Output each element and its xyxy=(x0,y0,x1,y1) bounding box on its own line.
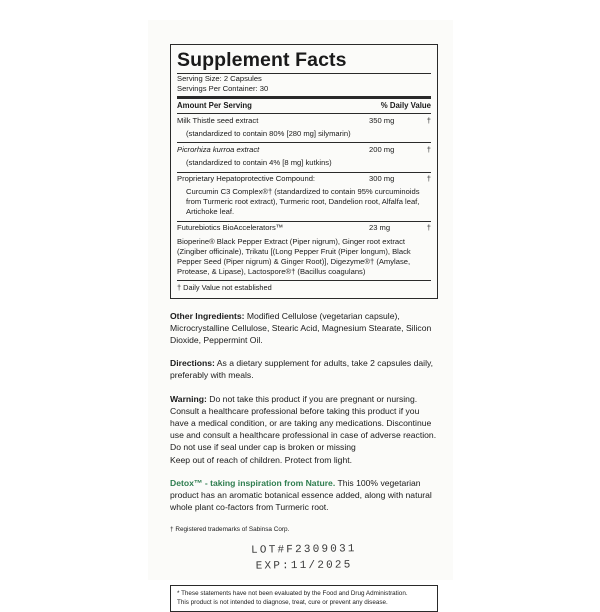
fda-disclaimer-line-2: This product is not intended to diagnose, treat, cure or prevent any disease. xyxy=(177,598,388,606)
daily-value-header: % Daily Value xyxy=(380,100,431,110)
detox-block xyxy=(170,477,438,514)
table-row xyxy=(177,173,431,186)
warning-block xyxy=(170,393,438,466)
ingredient-standardization: (standardized to contain 4% [8 mg] kutkins) xyxy=(186,157,332,167)
ingredient-dv: † xyxy=(426,115,431,125)
amount-per-serving-header: Amount Per Serving xyxy=(177,100,252,110)
ingredient-sub-note xyxy=(177,156,431,169)
warning-text: Do not take this product if you are pregnant or nursing. Consult a healthcare professional before taking this product if you have a medical condition, or are taking any medications. Discontinue use and consult a healthcare professional in case of adverse reaction. xyxy=(170,393,437,441)
detox-headline: Detox™ - taking inspiration from Nature. xyxy=(170,477,336,488)
fda-disclaimer-box xyxy=(170,585,438,612)
ingredient-dv: † xyxy=(426,174,431,184)
supplement-facts-title: Supplement Facts xyxy=(177,49,347,71)
ingredient-name: Proprietary Hepatoprotective Compound: xyxy=(177,174,316,184)
ingredient-name: Picrorhiza kurroa extract xyxy=(177,144,260,154)
expiration-date: EXP:11/2025 xyxy=(255,559,353,573)
lot-stamp xyxy=(170,541,438,577)
ingredient-amount: 200 mg xyxy=(369,144,395,154)
other-ingredients-label: Other Ingredients: xyxy=(170,310,245,321)
lot-number: LOT#F2309031 xyxy=(250,543,357,557)
serving-size: Serving Size: 2 Capsules xyxy=(177,74,262,84)
daily-value-footnote: † Daily Value not established xyxy=(177,283,272,293)
table-row xyxy=(177,114,431,127)
supplement-facts-panel xyxy=(170,44,438,299)
warning-line-3: Keep out of reach of children. Protect from light. xyxy=(170,454,352,465)
fda-disclaimer-line-1: * These statements have not been evaluated by the Food and Drug Administration. xyxy=(177,589,408,597)
other-ingredients-text: Modified Cellulose (vegetarian capsule), Microcrystalline Cellulose, Stearic Acid, Magnesium Stearate, Silicon Dioxide, Peppermint Oil. xyxy=(170,310,432,346)
warning-line-2: Do not use if seal under cap is broken or missing xyxy=(170,442,356,453)
ingredient-composition: Curcumin C3 Complex®† (standardized to contain 95% curcuminoids from Turmeric root extract), Turmeric root, Dandelion root, Alfalfa leaf, Artichoke leaf. xyxy=(186,187,420,217)
ingredient-dv: † xyxy=(426,223,431,233)
ingredient-amount: 23 mg xyxy=(369,223,391,233)
trademark-note: † Registered trademarks of Sabinsa Corp. xyxy=(170,525,290,533)
ingredient-sub-note xyxy=(177,235,431,278)
ingredient-amount: 300 mg xyxy=(369,174,395,184)
ingredient-sub-note xyxy=(177,127,431,140)
directions-text: As a dietary supplement for adults, take 2 capsules daily, preferably with meals. xyxy=(170,358,434,381)
ingredient-composition: Bioperine® Black Pepper Extract (Piper nigrum), Ginger root extract (Zingiber officinale), Trikatu [(Long Pepper Fruit (Piper longum), Black Pepper Seed (Piper nigrum) & Ginger Root)], Digezyme®† (Amylase, Protease, & Lipase), Lactospore®† (Bacillus coagulans) xyxy=(177,236,411,276)
ingredient-standardization: (standardized to contain 80% [280 mg] silymarin) xyxy=(186,128,351,138)
ingredient-name: Milk Thistle seed extract xyxy=(177,115,259,125)
ingredient-amount: 350 mg xyxy=(369,115,395,125)
directions-block xyxy=(170,357,438,381)
other-ingredients-block xyxy=(170,310,438,347)
table-row xyxy=(177,143,431,156)
supplement-facts-header-row xyxy=(177,99,431,111)
detox-text: This 100% vegetarian product has an aromatic botanical essence added, along with natural whole plant co-factors from Turmeric root. xyxy=(170,477,432,513)
label-content xyxy=(170,44,438,612)
directions-label: Directions: xyxy=(170,358,215,369)
ingredient-dv: † xyxy=(426,144,431,154)
servings-per-container: Servings Per Container: 30 xyxy=(177,84,269,94)
ingredient-name: Futurebiotics BioAccelerators™ xyxy=(177,223,284,233)
warning-label: Warning: xyxy=(170,393,207,404)
table-row xyxy=(177,222,431,235)
ingredient-sub-note xyxy=(177,186,431,219)
product-label-panel xyxy=(148,20,453,606)
